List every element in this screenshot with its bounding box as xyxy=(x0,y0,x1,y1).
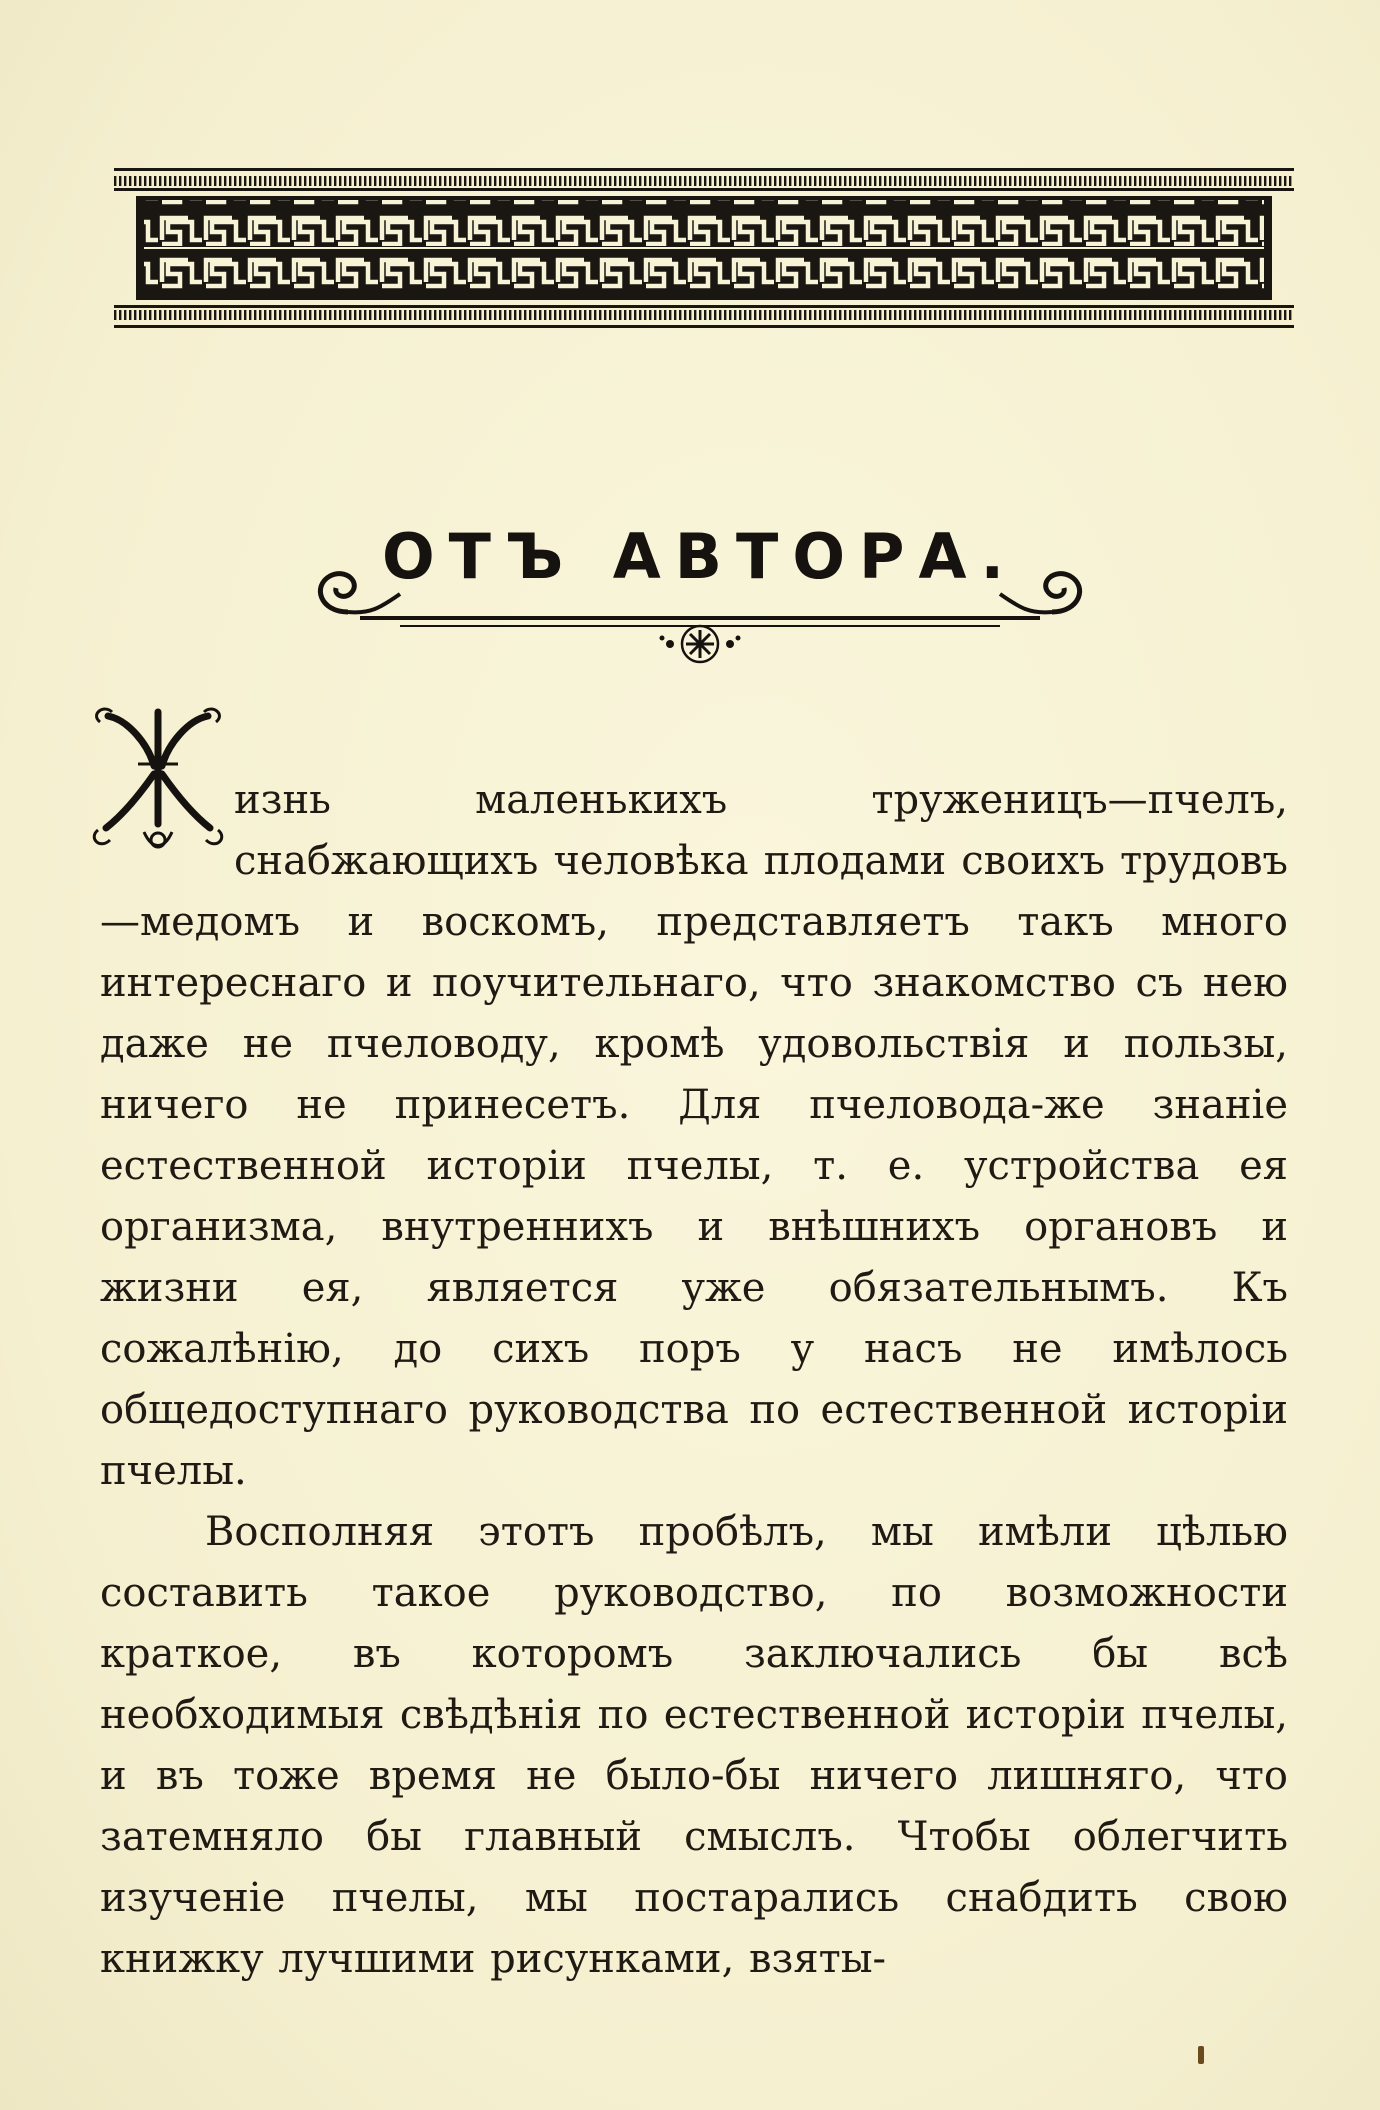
greek-key-header-ornament xyxy=(114,168,1294,328)
ornamental-dropcap xyxy=(88,704,228,854)
paragraph-1 xyxy=(100,770,1288,1502)
paragraph-2: Восполняя этотъ пробѣлъ, мы имѣли цѣлью составить такое руководство, по возможности краткое, въ которомъ заключались бы всѣ необходимыя свѣдѣнія по естественной исторіи пчелы, и въ тоже время не было-бы ничего лишняго, что затемняло бы главный смыслъ. Чтобы облегчить изученіе пчелы, мы постарались снабдить свою книжку лучшими рисунками, взяты- xyxy=(100,1509,1288,1982)
body-text xyxy=(100,770,1288,1990)
paper-blemish-mark xyxy=(1198,2046,1204,2064)
section-heading-block xyxy=(290,520,1110,680)
section-heading: ОТЪ АВТОРА. xyxy=(381,520,1019,593)
paragraph-1-text: изнь маленькихъ труженицъ—пчелъ, снабжающихъ человѣка плодами своихъ трудовъ—медомъ и воскомъ, представляетъ такъ много интереснаго и поучительнаго, что знакомство съ нею даже не пчеловоду, кромѣ удовольствія и пользы, ничего не принесетъ. Для пчеловода-же знаніе естественной исторіи пчелы, т. е. устройства ея организма, внутреннихъ и внѣшнихъ органовъ и жизни ея, является уже обязательнымъ. Къ сожалѣнію, до сихъ поръ у насъ не имѣлось общедоступнаго руководства по естественной исторіи пчелы. xyxy=(100,777,1288,1494)
